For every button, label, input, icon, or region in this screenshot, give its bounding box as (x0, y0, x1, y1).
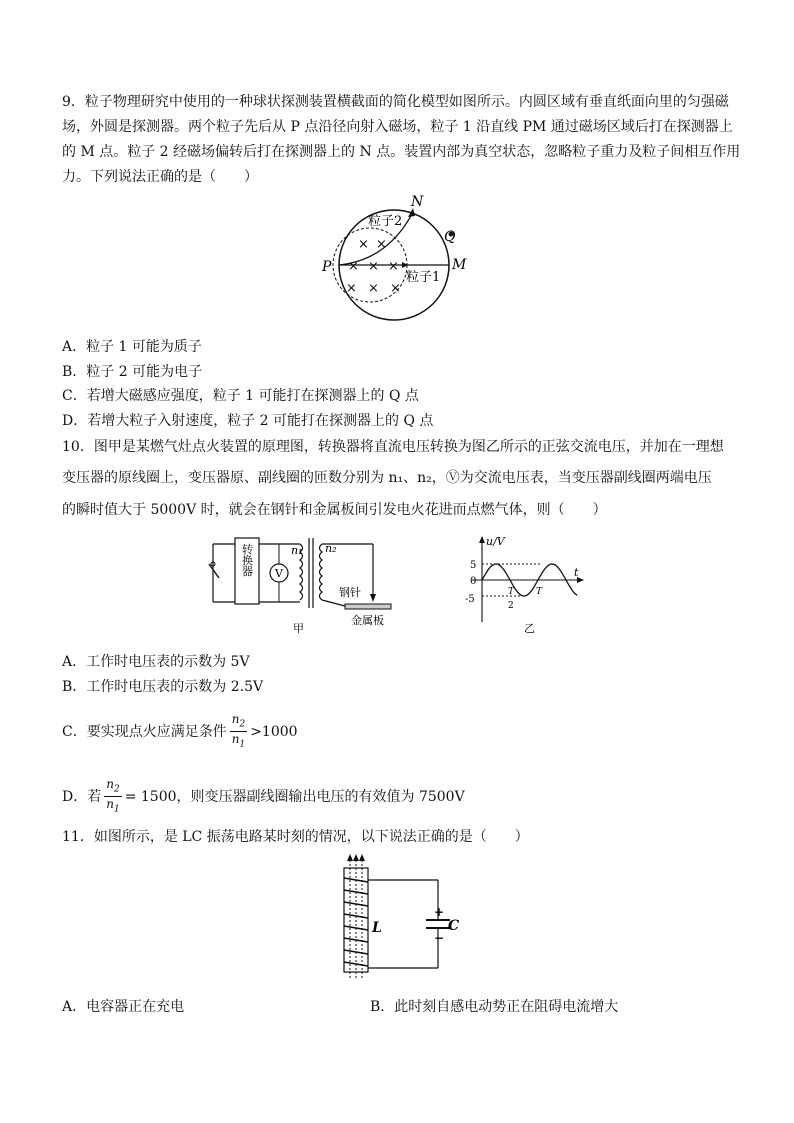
q9-option-b: B．粒子 2 可能为电子 (62, 364, 203, 380)
label-n: N (411, 194, 424, 210)
metal-plate (345, 604, 391, 609)
label-m: M (452, 257, 467, 273)
q10-option-b: B．工作时电压表的示数为 2.5V (62, 679, 264, 695)
caption-yi: 乙 (524, 622, 535, 635)
q11-line: 11．如图所示，是 LC 振荡电路某时刻的情况，以下说法正确的是（ ） (62, 829, 529, 845)
label-n2: n₂ (325, 542, 337, 555)
cross-mark: × (368, 259, 379, 274)
tick-neg5: -5 (465, 594, 475, 605)
q10-line-2: 变压器的原线圈上，变压器原、副线圈的匝数分别为 n₁、n₂，Ⓥ为交流电压表，当变压器副线圈两端电压 (62, 470, 712, 486)
q10-figure-yi (462, 532, 592, 636)
label-c: C (448, 918, 460, 934)
label-p: P (322, 259, 332, 275)
q9-line-1: 9．粒子物理研究中使用的一种球状探测装置横截面的简化模型如图所示。内圆区域有垂直纸面向里的匀强磁 (62, 94, 729, 110)
q10-option-d-text: D．若 (62, 788, 102, 805)
fraction-n2-n1: $\frac{n_2}{n_1}$ (106, 777, 120, 815)
tick-0: 0 (470, 576, 477, 587)
y-axis-label: u/V (486, 535, 505, 548)
cross-mark: × (376, 237, 387, 252)
q11-option-a: A．电容器正在充电 (62, 999, 185, 1015)
q10-option-d-value: = 1500，则变压器副线圈输出电压的有效值为 7500V (124, 788, 465, 805)
q9-line-4: 力。下列说法正确的是（ ） (62, 169, 258, 185)
cross-mark: × (388, 259, 399, 274)
q10-option-c (62, 712, 298, 752)
q9-line-2: 场，外圆是探测器。两个粒子先后从 P 点沿径向射入磁场，粒子 1 沿直线 PM 通过磁场区域后打在探测器上 (62, 119, 733, 135)
q9-option-c: C．若增大磁感应强度，粒子 1 可能打在探测器上的 Q 点 (62, 388, 419, 404)
secondary-coil (320, 544, 323, 600)
cross-mark: × (358, 237, 369, 252)
cross-mark: × (346, 281, 357, 296)
x-axis-label: t (574, 566, 579, 579)
q10-figure-jia (205, 528, 425, 638)
q11-option-b: B．此时刻自感电动势正在阻碍电流增大 (370, 999, 619, 1015)
q10-option-c-text: C．要实现点火应满足条件 (62, 723, 227, 740)
q9-option-d: D．若增大粒子入射速度，粒子 2 可能打在探测器上的 Q 点 (62, 413, 434, 429)
tick-5: 5 (470, 560, 477, 571)
label-particle-2: 粒子2 (368, 214, 403, 229)
q9-line-3: 的 M 点。粒子 2 经磁场偏转后打在探测器上的 N 点。装置内部为真空状态，忽略粒子重力及粒子间相互作用 (62, 144, 741, 160)
tick-period: T (536, 587, 543, 597)
voltmeter-label: V (275, 567, 283, 580)
q9-figure (318, 190, 478, 330)
label-n1: n₁ (291, 544, 303, 557)
label-l: L (372, 920, 382, 936)
caption-jia: 甲 (293, 622, 304, 635)
q10-line-3: 的瞬时值大于 5000V 时，就会在钢针和金属板间引发电火花进而点燃气体，则（ ） (62, 502, 607, 518)
minus-sign: − (434, 931, 445, 945)
cross-mark: × (390, 281, 401, 296)
q9-option-a: A．粒子 1 可能为质子 (62, 339, 202, 355)
q10-option-d (62, 777, 465, 817)
fraction-n2-n1: $\frac{n_2}{n_1}$ (231, 712, 246, 750)
label-q: Q (444, 229, 456, 245)
cross-mark: × (348, 259, 359, 274)
cross-mark: × (368, 281, 379, 296)
q11-figure (330, 852, 470, 984)
tick-half-period-den: 2 (508, 601, 514, 611)
q10-option-a: A．工作时电压表的示数为 5V (62, 654, 250, 670)
converter-label: 转换器 (240, 543, 254, 577)
q10-option-c-value: >1000 (250, 723, 298, 740)
tick-half-period: T (508, 587, 515, 597)
label-particle-1: 粒子1 (406, 270, 441, 285)
needle-label: 钢针 (339, 586, 361, 599)
q10-line-1: 10．图甲是某燃气灶点火装置的原理图，转换器将直流电压转换为图乙所示的正弦交流电压，并加在一理想 (62, 439, 724, 455)
plus-sign: + (434, 905, 445, 919)
plate-label: 金属板 (351, 614, 384, 627)
needle-tip (370, 594, 376, 602)
